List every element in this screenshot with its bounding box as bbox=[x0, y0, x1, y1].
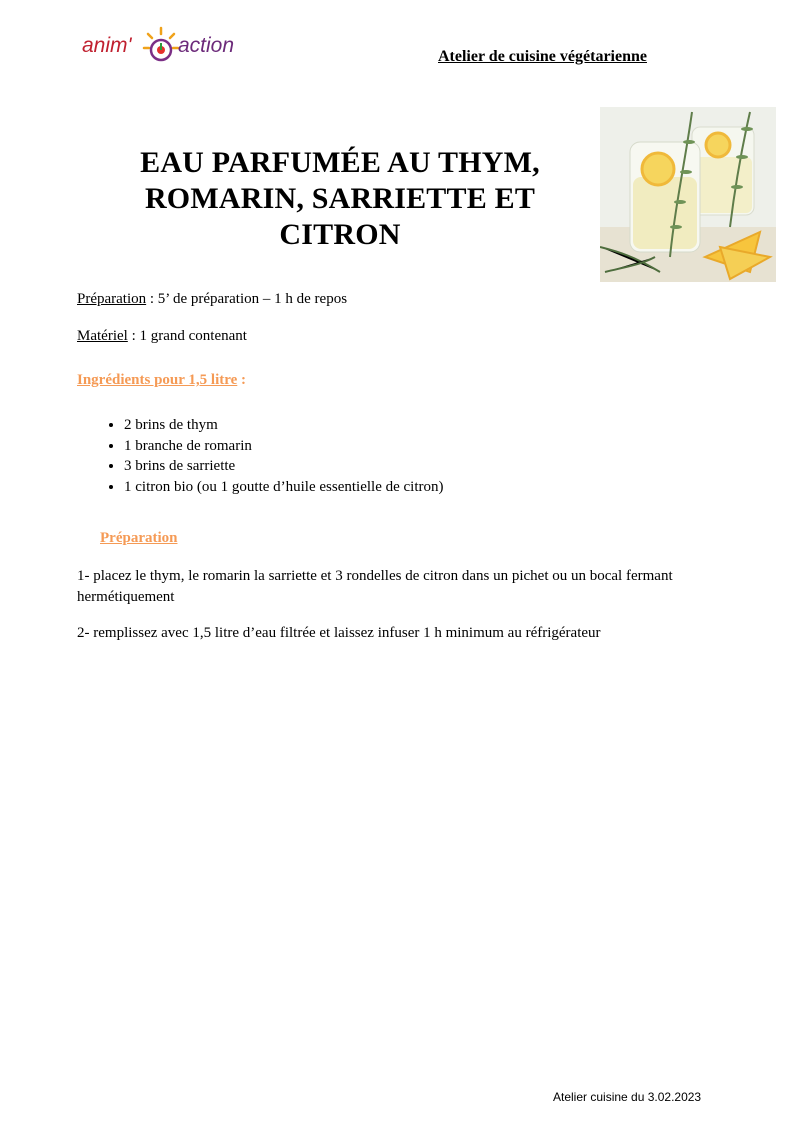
lemon-thyme-drink-image bbox=[600, 107, 776, 282]
equipment-label: Matériel bbox=[77, 328, 128, 344]
ingredients-heading bbox=[77, 372, 246, 389]
logo-text-right: action bbox=[178, 34, 235, 57]
equipment-value: : 1 grand contenant bbox=[127, 328, 247, 344]
title-line-1: EAU PARFUMÉE AU THYM, bbox=[140, 146, 540, 179]
list-item: • 1 branche de romarin bbox=[124, 436, 604, 457]
ingredients-heading-text: Ingrédients pour 1,5 litre bbox=[77, 372, 238, 388]
ingredients-list bbox=[77, 415, 604, 497]
equipment bbox=[77, 328, 247, 345]
header-title: Atelier de cuisine végétarienne bbox=[438, 48, 647, 65]
brand-logo bbox=[82, 24, 252, 68]
preparation-step-1: 1- placez le thym, le romarin la sarriette et 3 rondelles de citron dans un pichet ou un bocal fermant hermétiquement bbox=[77, 568, 673, 605]
preparation-time-value: : 5’ de préparation – 1 h de repos bbox=[146, 291, 348, 307]
list-item: • 1 citron bio (ou 1 goutte d’huile essentielle de citron) bbox=[124, 477, 604, 498]
preparation-step-2: 2- remplissez avec 1,5 litre d’eau filtrée et laissez infuser 1 h minimum au réfrigérateur bbox=[77, 625, 601, 641]
ingredients-heading-suffix: : bbox=[237, 372, 247, 388]
preparation-heading bbox=[100, 530, 177, 547]
list-item: • 2 brins de thym bbox=[124, 415, 604, 436]
preparation-time-label: Préparation bbox=[77, 291, 147, 307]
sun-clock-icon bbox=[142, 26, 180, 66]
title-line-3: CITRON bbox=[279, 218, 401, 251]
logo-text-left: anim' bbox=[82, 34, 132, 57]
title-line-2: ROMARIN, SARRIETTE ET bbox=[144, 182, 536, 215]
recipe-title bbox=[100, 145, 580, 253]
footer-date: Atelier cuisine du 3.02.2023 bbox=[553, 1090, 702, 1104]
preparation-time bbox=[77, 291, 347, 308]
preparation-heading-text: Préparation bbox=[100, 530, 178, 546]
list-item: • 3 brins de sarriette bbox=[124, 456, 604, 477]
